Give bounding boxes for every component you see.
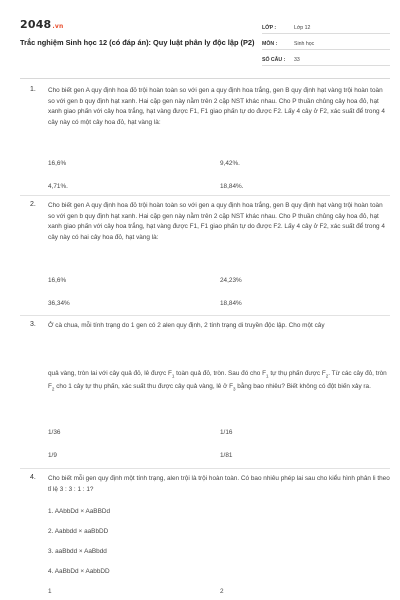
answer-option-b[interactable]: 24,23% — [220, 277, 242, 284]
page-title: Trắc nghiệm Sinh học 12 (có đáp án): Quy luật phân ly độc lập (P2) — [20, 38, 255, 47]
meta-label: LỚP : — [262, 24, 277, 31]
answer-option-c[interactable]: 1/9 — [48, 452, 57, 459]
meta-row-grade — [262, 22, 390, 34]
answer-option-a[interactable]: 1 — [48, 588, 52, 595]
question-4 — [20, 474, 390, 595]
cross-item-4: 4. AaBbDd × AabbDD — [48, 568, 110, 575]
answer-option-c[interactable]: 36,34% — [48, 300, 70, 307]
question-number: 3. — [30, 321, 36, 328]
answer-option-b[interactable]: 2 — [220, 588, 224, 595]
answer-option-b[interactable]: 9,42%. — [220, 160, 240, 167]
question-text: Cho biết gen A quy định hoa đỏ trội hoàn toàn so với gen a quy định hoa trắng, gen B quy định hạt vàng trội hoàn toàn so với gen b quy định hạt xanh. Hai cặp gen này nằm trên 2 cặp NST khác nhau. Cho P thuần chủng cây hoa đỏ, hạt xanh giao phấn với cây hoa trắng, hạt vàng được F1, F1 giao phấn tự do được F2. Lấy 4 cây ở F2, xác suất để trong 4 cây này có hai cây hoa đỏ, hạt vàng là: — [48, 202, 385, 241]
question-3 — [20, 321, 390, 471]
question-1 — [20, 86, 390, 196]
answer-option-a[interactable]: 1/36 — [48, 429, 61, 436]
answer-option-d[interactable]: 1/81 — [220, 452, 233, 459]
question-number: 1. — [30, 86, 36, 93]
question-number: 4. — [30, 474, 36, 481]
meta-value: 33 — [294, 56, 300, 63]
answer-option-d[interactable]: 18,84% — [220, 300, 242, 307]
question-text: Cho biết gen A quy định hoa đỏ trội hoàn toàn so với gen a quy định hoa trắng, gen B quy định hạt vàng trội hoàn toàn so với gen b quy định hạt xanh. Hai cặp gen này nằm trên 2 cặp NST khác nhau. Cho P thuần chủng cây hoa đỏ, hạt xanh giao phấn với cây hoa trắng, hạt vàng được F1, F1 giao phấn tự do được F2. Lấy 4 cây ở F2, xác suất để trong 4 cây này có một cây hoa đỏ, hạt vàng là: — [48, 87, 385, 126]
meta-label: SỐ CÂU : — [262, 56, 286, 63]
meta-row-count — [262, 54, 390, 66]
question-text: Cho biết mỗi gen quy định một tính trạng, alen trội là trội hoàn toàn. Có bao nhiêu phép lai sau cho kiểu hình phân li theo tỉ lệ 3 : 3 : 1 : 1? — [48, 475, 390, 493]
question-divider — [20, 315, 390, 316]
site-logo[interactable]: 2048.vn — [20, 18, 64, 31]
answer-option-a[interactable]: 16,6% — [48, 277, 67, 284]
question-text-body: quả vàng, tròn lai với cây quả đỏ, lê được $F_1$ toàn quả đỏ, tròn. Sau đó cho $F_1$ tự thụ phấn được $F_2$. Từ các cây đỏ, tròn $F_2$ cho 1 cây tự thụ phấn, xác suất thu được cây quả vàng, lê ở $F_3$ bằng bao nhiêu? Biết không có đột biến xảy ra. — [48, 370, 387, 392]
question-2 — [20, 201, 390, 321]
meta-value: Lớp 12 — [294, 24, 311, 31]
answer-option-a[interactable]: 16,6% — [48, 160, 67, 167]
meta-label: MÔN : — [262, 40, 278, 47]
cross-item-3: 3. aaBbdd × AaBbdd — [48, 548, 107, 555]
answer-option-d[interactable]: 18,84%. — [220, 183, 244, 190]
cross-item-2: 2. Aabbdd × aaBbDD — [48, 528, 109, 535]
question-divider — [20, 468, 390, 469]
meta-info — [262, 22, 390, 70]
cross-item-1: 1. AAbbDd × AaBBDd — [48, 508, 110, 515]
question-text-intro: Ở cà chua, mỗi tính trạng do 1 gen có 2 alen quy định, 2 tính trạng di truyền độc lập. Cho một cây — [48, 322, 325, 329]
answer-option-c[interactable]: 4,71%. — [48, 183, 68, 190]
meta-row-subject — [262, 38, 390, 50]
question-divider — [20, 195, 390, 196]
meta-value: Sinh học — [294, 40, 315, 47]
header-divider — [20, 78, 390, 79]
question-number: 2. — [30, 201, 36, 208]
page — [10, 8, 390, 594]
answer-option-b[interactable]: 1/16 — [220, 429, 233, 436]
